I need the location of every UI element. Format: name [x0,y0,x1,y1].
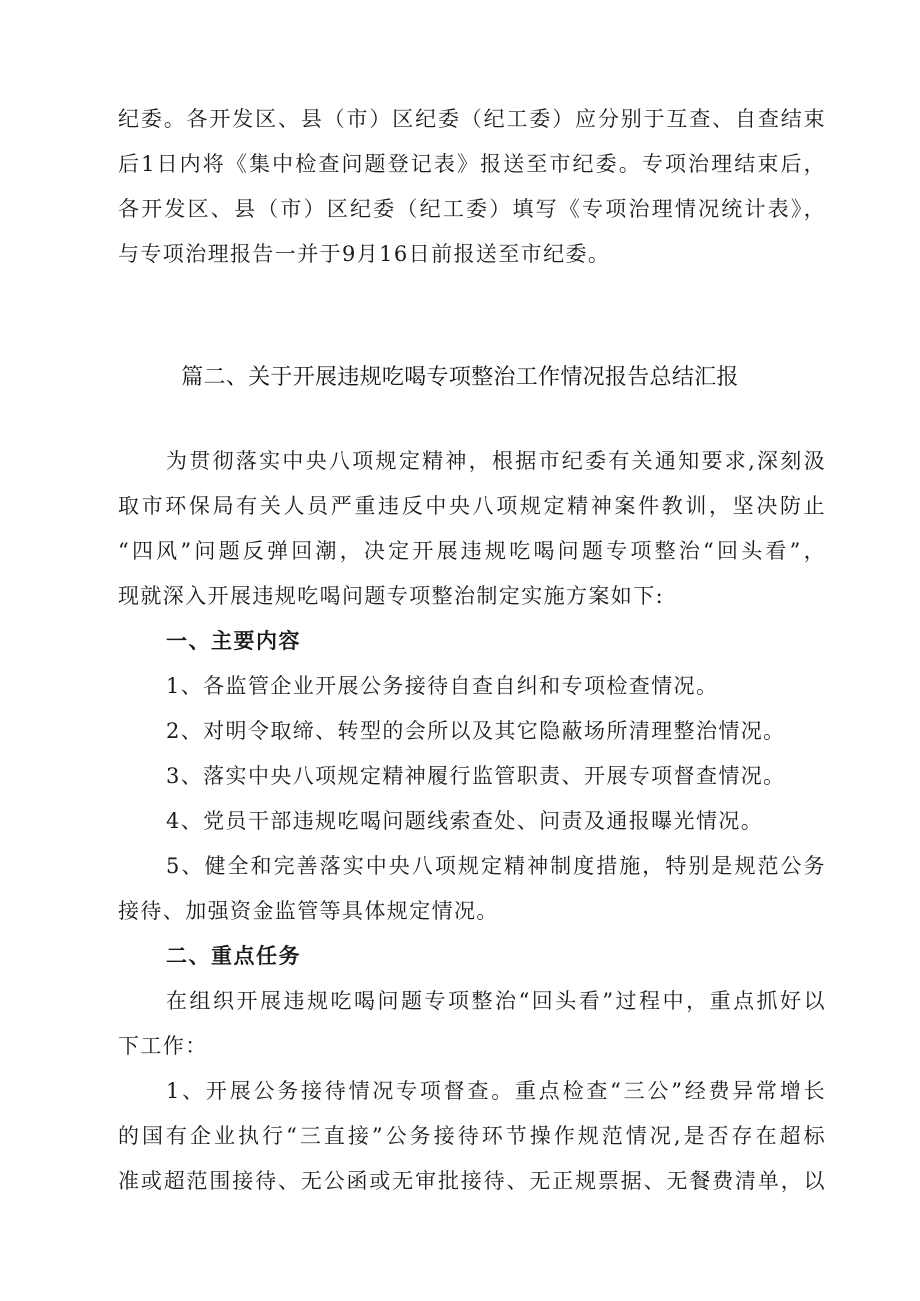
text-line: “四风”问题反弹回潮，决定开展违规吃喝问题专项整治“回头看”， [118,539,826,563]
text-line: 与专项治理报告一并于9月16日前报送至市纪委。 [118,242,611,266]
text-line: 准或超范围接待、无公函或无审批接待、无正规票据、无餐费清单，以 [118,1169,826,1193]
list-item: 1、开展公务接待情况专项督查。重点检查“三公”经费异常增长 [166,1079,826,1103]
section-title: 篇二、关于开展违规吃喝专项整治工作情况报告总结汇报 [181,365,739,390]
text-line: 下工作： [118,1034,208,1058]
heading-key-tasks: 二、重点任务 [166,944,301,968]
text-line: 各开发区、县（市）区纪委（纪工委）填写《专项治理情况统计表》， [118,197,826,221]
text-line: 为贯彻落实中央八项规定精神，根据市纪委有关通知要求,深刻汲 [166,449,826,473]
intro-paragraph [118,97,826,277]
list-item: 1、各监管企业开展公务接待自查自纠和专项检查情况。 [166,674,719,698]
text-line: 的国有企业执行“三直接”公务接待环节操作规范情况,是否存在超标 [118,1124,826,1148]
text-line: 后1日内将《集中检查问题登记表》报送至市纪委。专项治理结束后， [118,152,826,176]
report-body [118,439,826,1204]
text-line: 取市环保局有关人员严重违反中央八项规定精神案件教训，坚决防止 [118,494,826,518]
text-line: 纪委。各开发区、县（市）区纪委（纪工委）应分别于互查、自查结束 [118,107,826,131]
list-item: 5、健全和完善落实中央八项规定精神制度措施，特别是规范公务 [166,854,826,878]
list-item: 2、对明令取缔、转型的会所以及其它隐蔽场所清理整治情况。 [166,719,786,743]
text-line: 现就深入开展违规吃喝问题专项整治制定实施方案如下: [118,584,665,608]
text-line: 接待、加强资金监管等具体规定情况。 [118,899,499,923]
text-line: 在组织开展违规吃喝问题专项整治“回头看”过程中，重点抓好以 [166,989,826,1013]
list-item: 3、落实中央八项规定精神履行监管职责、开展专项督查情况。 [166,764,786,788]
list-item: 4、党员干部违规吃喝问题线索查处、问责及通报曝光情况。 [166,809,764,833]
heading-main-content: 一、主要内容 [166,629,301,653]
